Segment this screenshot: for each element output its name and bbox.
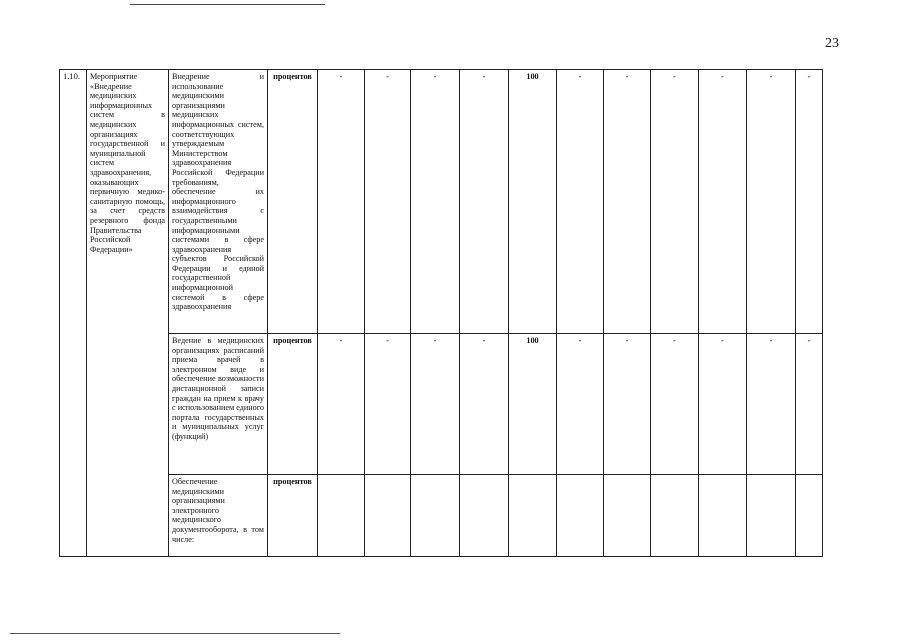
value-cell [411, 475, 460, 557]
value-cell [747, 475, 796, 557]
value-cell: - [460, 70, 509, 334]
value-cell: - [460, 334, 509, 475]
value-cell: - [604, 334, 651, 475]
unit-cell: процентов [268, 334, 318, 475]
value-cell: - [604, 70, 651, 334]
bottom-rule [10, 633, 340, 634]
value-cell: - [557, 334, 604, 475]
value-cell: - [318, 334, 365, 475]
top-rule [130, 4, 325, 5]
value-cell: 100 [509, 334, 557, 475]
value-cell: - [651, 70, 699, 334]
value-cell: - [796, 70, 823, 334]
table-row [60, 334, 823, 475]
item-number: 1.10. [60, 70, 87, 557]
table-row [60, 70, 823, 334]
value-cell: - [318, 70, 365, 334]
value-cell: - [651, 334, 699, 475]
value-cell: - [699, 70, 747, 334]
value-cell: - [411, 334, 460, 475]
unit-cell: процентов [268, 70, 318, 334]
page-number: 23 [825, 36, 839, 51]
value-cell: - [365, 70, 411, 334]
value-cell [365, 475, 411, 557]
indicator-name: Обеспечение медицинскими организациями электронного медицинского документооборота, в том числе: [169, 475, 268, 557]
unit-cell: процентов [268, 475, 318, 557]
value-cell [509, 475, 557, 557]
value-cell [651, 475, 699, 557]
value-cell: - [747, 334, 796, 475]
value-cell: 100 [509, 70, 557, 334]
value-cell: - [699, 334, 747, 475]
indicator-name: Ведение в медицинских организациях расписаний приема врачей в электронном виде и обеспечение возможности дистанционной записи граждан на прием к врачу с использованием единого портала государственных и муниципальных услуг (функций) [169, 334, 268, 475]
value-cell [699, 475, 747, 557]
table-row [60, 475, 823, 557]
value-cell [318, 475, 365, 557]
indicator-table [59, 69, 823, 557]
value-cell: - [365, 334, 411, 475]
value-cell: - [747, 70, 796, 334]
measure-name: Мероприятие «Внедрение медицинских информационных систем в медицинских организациях государственной и муниципальной систем здравоохранения, оказывающих первичную медико-санитарную помощь, за счет средств резервного фонда Правительства Российской Федерации» [87, 70, 169, 557]
value-cell [460, 475, 509, 557]
value-cell [796, 475, 823, 557]
value-cell [557, 475, 604, 557]
value-cell [604, 475, 651, 557]
value-cell: - [796, 334, 823, 475]
value-cell: - [557, 70, 604, 334]
value-cell: - [411, 70, 460, 334]
indicator-name: Внедрение и использование медицинскими организациями медицинских информационных систем, соответствующих утверждаемым Министерством здравоохранения Российской Федерации требованиям, обеспечение их информационного взаимодействия с государственными информационными системами в сфере здравоохранения субъектов Российской Федерации и единой государственной информационной системой в сфере здравоохранения [169, 70, 268, 334]
